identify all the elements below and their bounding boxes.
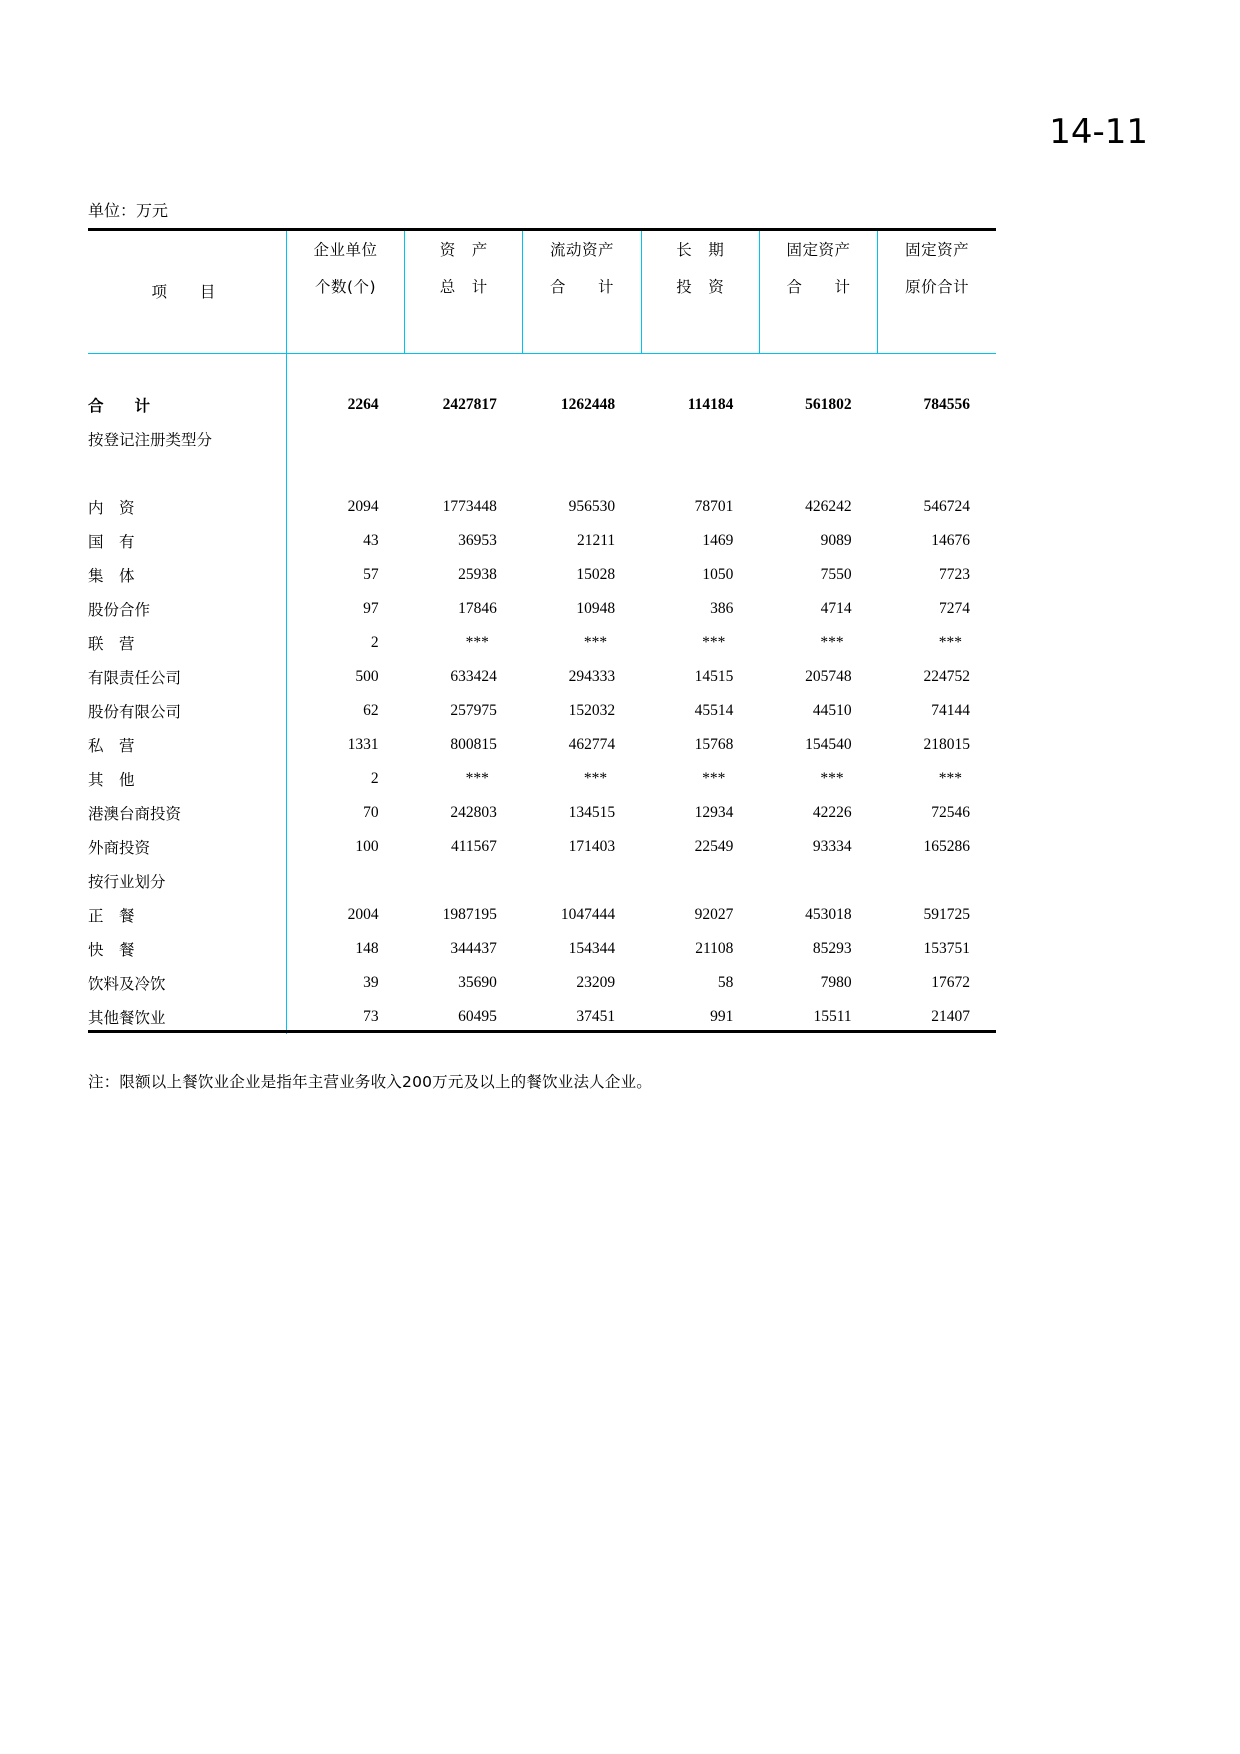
table-cell: 2 (370, 770, 379, 787)
table-row (88, 626, 996, 660)
column-header-enterprise-count (286, 230, 404, 354)
table-bottom-rule (88, 1030, 996, 1033)
table-note: 注：限额以上餐饮业企业是指年主营业务收入200万元及以上的餐饮业法人企业。 (88, 1073, 652, 1091)
table-cell: 36953 (458, 532, 497, 549)
table-body (88, 354, 996, 1035)
table-cell (286, 422, 404, 456)
table-cell: 2004 (347, 906, 379, 923)
table-row (88, 694, 996, 728)
table-row (88, 660, 996, 694)
table-cell: *** (820, 770, 844, 787)
table-code: 14-11 (1049, 112, 1148, 152)
table-row (88, 1000, 996, 1034)
table-row (88, 490, 996, 524)
row-label: 港澳台商投资 (88, 796, 286, 830)
table-cell: 57 (363, 566, 379, 583)
unit-label: 单位：万元 (88, 201, 169, 220)
column-header-total-assets-line2: 总 计 (439, 277, 488, 296)
table-cell: 205748 (805, 668, 852, 685)
table-row (88, 592, 996, 626)
table-cell: 218015 (923, 736, 970, 753)
column-header-current-assets (523, 230, 641, 354)
table-cell: 58 (717, 974, 734, 991)
table-row (88, 830, 996, 864)
table-cell: 74144 (931, 702, 970, 719)
table-row (88, 422, 996, 456)
row-label: 股份有限公司 (88, 694, 286, 728)
row-label: 内 资 (88, 490, 286, 524)
table-cell: 70 (363, 804, 379, 821)
row-label: 按行业划分 (88, 864, 286, 898)
table-cell: *** (702, 770, 726, 787)
table-row (88, 932, 996, 966)
table-cell: *** (583, 770, 608, 787)
table-cell: 165286 (923, 838, 970, 855)
table-cell: 2 (370, 634, 379, 651)
table-cell (286, 864, 404, 898)
table-cell: 7723 (939, 566, 970, 583)
table-cell: 152032 (568, 702, 616, 719)
table-cell: *** (465, 634, 489, 651)
row-label: 国 有 (88, 524, 286, 558)
table-cell: 21108 (695, 940, 734, 957)
table-cell: 7274 (939, 600, 970, 617)
table-cell: 114184 (687, 396, 734, 413)
table-cell: 4714 (820, 600, 852, 617)
table-cell: 72546 (931, 804, 970, 821)
table-cell: 100 (355, 838, 379, 855)
table-cell: 2427817 (442, 396, 497, 413)
table-cell: *** (583, 634, 608, 651)
table-cell: 39 (363, 974, 379, 991)
row-label: 有限责任公司 (88, 660, 286, 694)
table-row (88, 796, 996, 830)
table-cell: 42226 (812, 804, 852, 821)
column-header-item (88, 230, 286, 354)
table-cell: 93334 (812, 838, 852, 855)
statistics-table-container (88, 228, 996, 1034)
table-cell: 171403 (568, 838, 616, 855)
table-cell (523, 864, 641, 898)
table-cell: 134515 (568, 804, 616, 821)
table-cell: 43 (363, 532, 379, 549)
table-cell: 12934 (694, 804, 734, 821)
table-cell: 78701 (694, 498, 734, 515)
table-header (88, 230, 996, 354)
table-cell (641, 864, 759, 898)
table-cell: 22549 (694, 838, 734, 855)
row-label: 外商投资 (88, 830, 286, 864)
table-cell: 344437 (450, 940, 497, 957)
column-header-enterprise-count-line1: 企业单位 (313, 241, 378, 259)
table-cell: 411567 (450, 838, 497, 855)
table-cell: 153751 (923, 940, 970, 957)
table-row (88, 728, 996, 762)
table-cell (523, 422, 641, 456)
table-cell: 500 (355, 668, 379, 685)
table-cell (405, 864, 523, 898)
table-cell: 242803 (450, 804, 497, 821)
table-cell: 92027 (694, 906, 734, 923)
row-label: 合 计 (88, 388, 286, 422)
table-cell: 44510 (812, 702, 852, 719)
table-cell: 9089 (820, 532, 852, 549)
table-cell (759, 422, 877, 456)
table-row (88, 524, 996, 558)
table-cell: 956530 (568, 498, 616, 515)
table-cell: 633424 (450, 668, 497, 685)
table-cell: 561802 (805, 396, 852, 413)
table-row (88, 898, 996, 932)
table-cell: 14515 (694, 668, 734, 685)
table-cell: 784556 (923, 396, 970, 413)
table-cell: 37451 (576, 1008, 616, 1025)
table-cell: 2264 (347, 396, 379, 413)
table-cell: 1047444 (560, 906, 616, 923)
table-cell: 85293 (812, 940, 852, 957)
table-cell: 73 (363, 1008, 379, 1025)
table-row (88, 864, 996, 898)
column-header-current-assets-line1: 流动资产 (550, 241, 615, 259)
row-label: 饮料及冷饮 (88, 966, 286, 1000)
table-cell (878, 422, 996, 456)
column-header-fixed-assets-original (878, 230, 996, 354)
column-header-fixed-assets-line1: 固定资产 (786, 241, 851, 259)
table-cell: 7980 (820, 974, 852, 991)
column-header-long-term-investment-line2: 投 资 (676, 277, 725, 296)
column-header-enterprise-count-line2: 个数(个) (314, 277, 377, 296)
column-header-item-line2: 项 目 (151, 282, 230, 301)
table-cell: 17846 (458, 600, 497, 617)
table-cell: 1050 (702, 566, 734, 583)
column-header-total-assets (405, 230, 523, 354)
table-cell: 25938 (458, 566, 497, 583)
table-cell: 45514 (694, 702, 734, 719)
table-cell: 97 (363, 600, 379, 617)
table-cell: 1469 (702, 532, 734, 549)
column-header-long-term-investment (641, 230, 759, 354)
table-cell: 15768 (694, 736, 734, 753)
table-header-row (88, 230, 996, 354)
table-cell: *** (702, 634, 726, 651)
column-header-fixed-assets-line2: 合 计 (786, 277, 851, 296)
table-cell: 7550 (820, 566, 852, 583)
column-header-current-assets-line2: 合 计 (550, 277, 615, 296)
row-label: 正 餐 (88, 898, 286, 932)
column-header-fixed-assets-original-line1: 固定资产 (905, 241, 970, 259)
statistics-table (88, 228, 996, 1034)
table-cell: 257975 (450, 702, 497, 719)
table-row (88, 388, 996, 422)
table-cell: 453018 (805, 906, 852, 923)
table-cell: 154540 (805, 736, 852, 753)
table-spacer-row (88, 456, 996, 490)
table-cell: 35690 (458, 974, 497, 991)
table-cell (405, 422, 523, 456)
table-cell: 10948 (576, 600, 616, 617)
table-spacer-row (88, 354, 996, 389)
table-cell: 546724 (923, 498, 970, 515)
row-label: 联 营 (88, 626, 286, 660)
table-cell: *** (938, 634, 962, 651)
table-cell: 1262448 (560, 396, 616, 413)
table-cell: 15511 (813, 1008, 852, 1025)
table-cell: 426242 (805, 498, 852, 515)
table-cell: 148 (355, 940, 379, 957)
table-cell: 386 (710, 600, 734, 617)
table-cell: 224752 (923, 668, 970, 685)
table-cell (759, 864, 877, 898)
table-cell: 62 (363, 702, 379, 719)
row-label: 集 体 (88, 558, 286, 592)
table-cell: 23209 (576, 974, 616, 991)
table-cell: 1987195 (442, 906, 497, 923)
table-cell: 15028 (576, 566, 616, 583)
table-cell: *** (820, 634, 844, 651)
table-cell: 154344 (568, 940, 616, 957)
table-cell: *** (938, 770, 962, 787)
table-cell: 2094 (347, 498, 379, 515)
table-cell: 21407 (931, 1008, 970, 1025)
table-cell: 1773448 (442, 498, 497, 515)
table-cell: 991 (710, 1008, 734, 1025)
table-cell: 294333 (568, 668, 616, 685)
table-row (88, 966, 996, 1000)
row-label: 私 营 (88, 728, 286, 762)
table-cell: 1331 (347, 736, 379, 753)
column-header-total-assets-line1: 资 产 (439, 241, 488, 259)
table-row (88, 558, 996, 592)
table-cell (878, 864, 996, 898)
table-cell: 14676 (931, 532, 970, 549)
table-cell (641, 422, 759, 456)
table-cell: 462774 (568, 736, 616, 753)
column-header-fixed-assets (759, 230, 877, 354)
table-cell: 800815 (450, 736, 497, 753)
row-label: 其 他 (88, 762, 286, 796)
row-label: 股份合作 (88, 592, 286, 626)
row-label: 快 餐 (88, 932, 286, 966)
column-header-long-term-investment-line1: 长 期 (676, 241, 725, 259)
row-label: 按登记注册类型分 (88, 422, 286, 456)
table-cell: *** (465, 770, 489, 787)
table-cell: 17672 (931, 974, 970, 991)
table-row (88, 762, 996, 796)
row-label: 其他餐饮业 (88, 1000, 286, 1034)
table-cell: 60495 (458, 1008, 497, 1025)
table-cell: 591725 (923, 906, 970, 923)
column-header-fixed-assets-original-line2: 原价合计 (905, 277, 970, 296)
table-cell: 21211 (576, 532, 616, 549)
